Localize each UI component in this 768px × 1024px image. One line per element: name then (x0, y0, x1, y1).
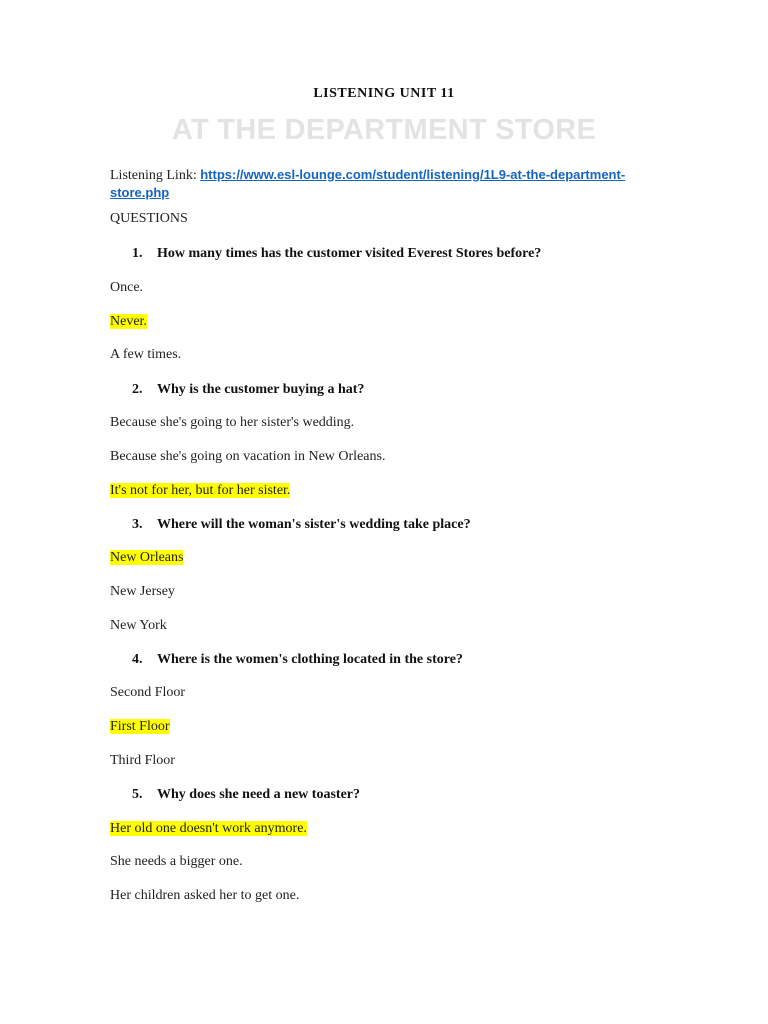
question-3 (132, 517, 471, 533)
answer-option: Third Floor (110, 753, 175, 768)
answer-option-highlighted: First Floor (110, 719, 170, 734)
listening-link-url-continued[interactable]: store.php (110, 185, 170, 200)
question-5 (132, 787, 360, 803)
page-title: AT THE DEPARTMENT STORE (171, 114, 597, 146)
listening-link-block (110, 166, 670, 202)
unit-title: LISTENING UNIT 11 (313, 86, 455, 101)
answer-option: She needs a bigger one. (110, 854, 243, 869)
question-text: Where will the woman's sister's wedding take place? (157, 517, 471, 532)
listening-link-url[interactable]: https://www.esl-lounge.com/student/listening/1L9-at-the-department- (200, 167, 626, 182)
answer-option: Once. (110, 280, 144, 295)
answer-option-highlighted: New Orleans (110, 550, 184, 565)
question-2 (132, 382, 364, 398)
question-number: 1. (132, 246, 143, 261)
answer-option-highlighted: It's not for her, but for her sister. (110, 483, 291, 498)
question-number: 4. (132, 652, 143, 667)
answer-option: Because she's going on vacation in New Orleans. (110, 449, 386, 464)
answer-option: New York (110, 618, 167, 633)
question-text: Why does she need a new toaster? (157, 787, 360, 802)
question-4 (132, 652, 463, 668)
question-number: 5. (132, 787, 143, 802)
answer-option-highlighted: Her old one doesn't work anymore. (110, 821, 307, 836)
question-number: 3. (132, 517, 143, 532)
question-text: How many times has the customer visited Everest Stores before? (157, 246, 542, 261)
question-text: Where is the women's clothing located in the store? (157, 652, 463, 667)
answer-option-highlighted: Never. (110, 314, 147, 329)
question-text: Why is the customer buying a hat? (157, 382, 365, 397)
answer-option: New Jersey (110, 584, 175, 599)
listening-link-label: Listening Link: (110, 168, 197, 183)
answer-option: Because she's going to her sister's wedding. (110, 415, 355, 430)
answer-option: Second Floor (110, 685, 186, 700)
questions-heading: QUESTIONS (110, 211, 188, 226)
question-1 (132, 246, 541, 262)
question-number: 2. (132, 382, 143, 397)
answer-option: Her children asked her to get one. (110, 888, 300, 903)
answer-option: A few times. (110, 347, 182, 362)
